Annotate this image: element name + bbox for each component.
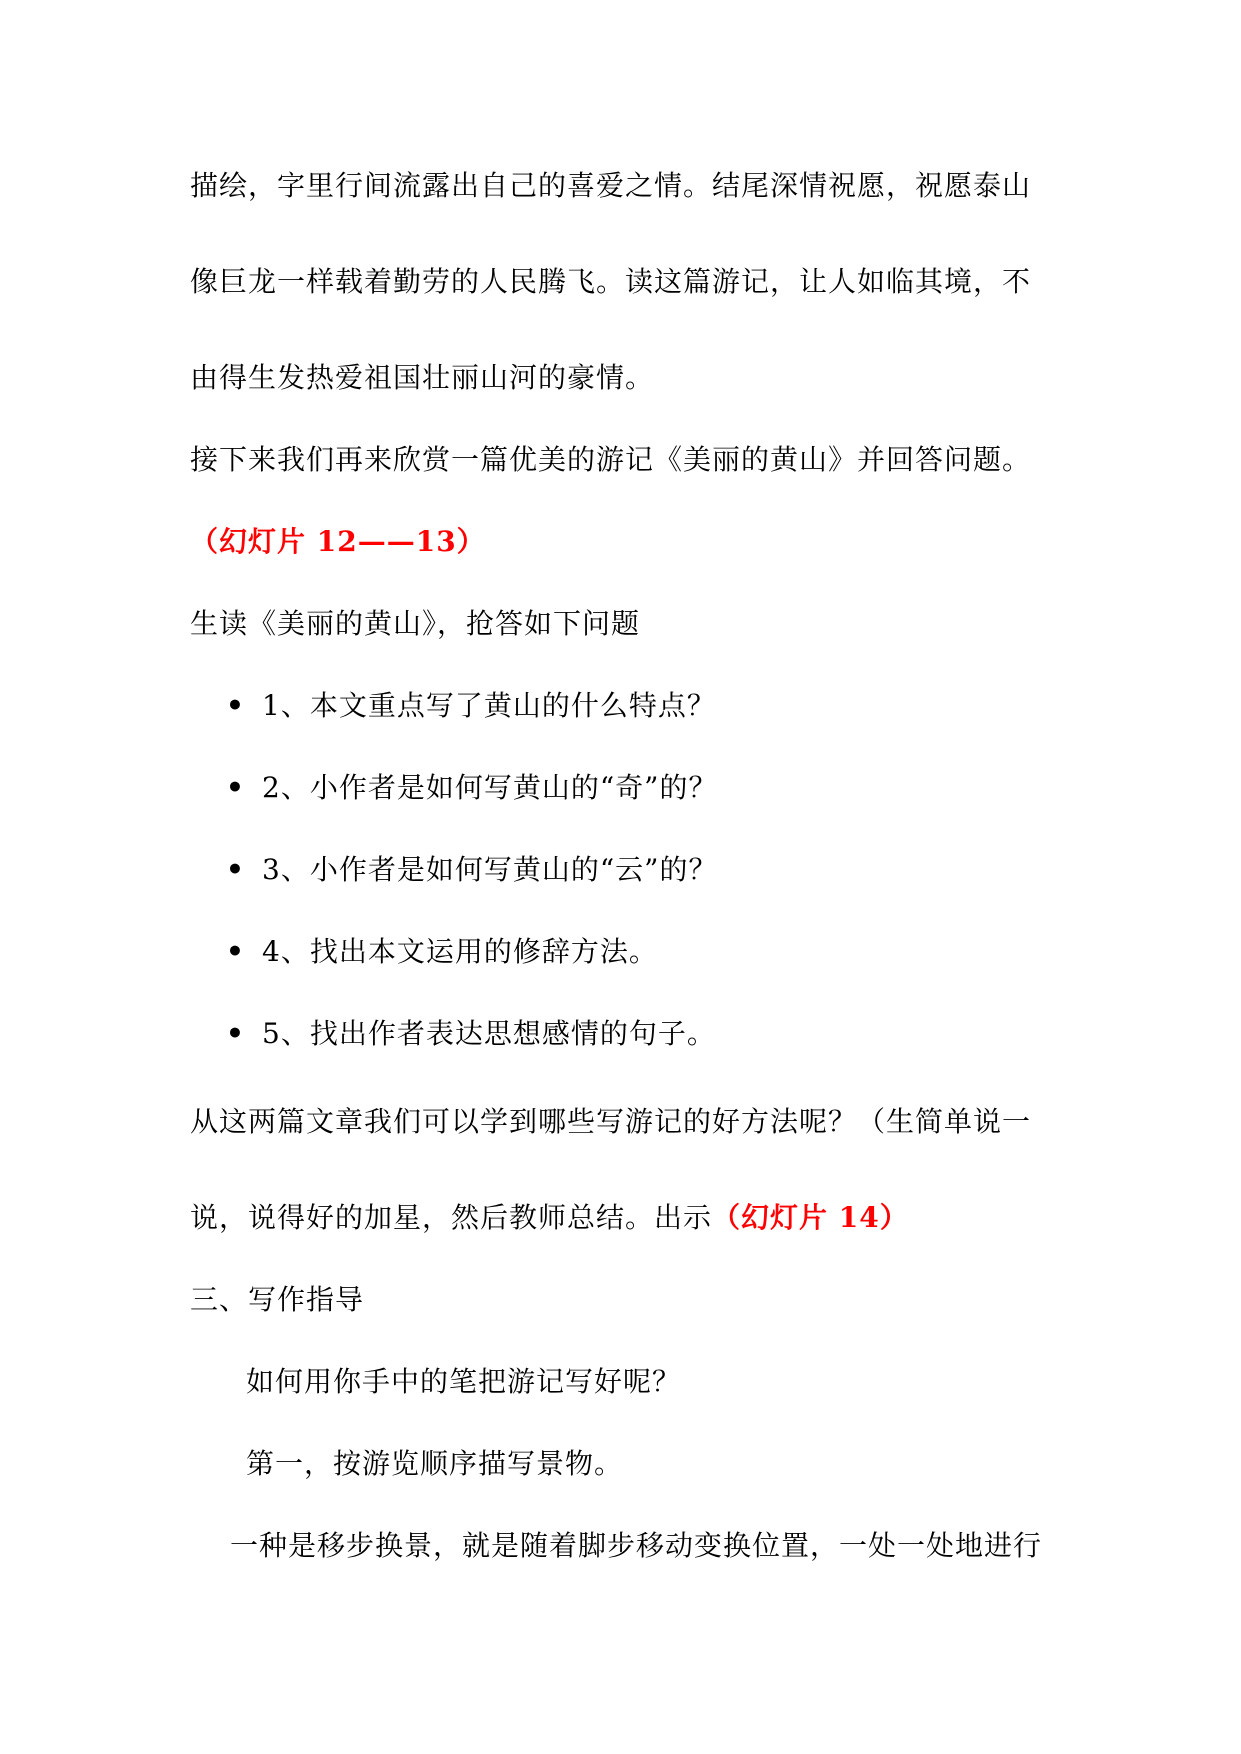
bullet-icon: • <box>226 935 245 968</box>
question-text: 4、找出本文运用的修辞方法。 <box>262 935 658 968</box>
paragraph-line: 由得生发热爱祖国壮丽山河的豪情。 <box>190 361 655 394</box>
list-item <box>226 686 716 726</box>
paragraph-line: 第一，按游览顺序描写景物。 <box>246 1447 624 1480</box>
bullet-icon: • <box>226 853 245 886</box>
question-text: 5、找出作者表达思想感情的句子。 <box>262 1017 716 1050</box>
bullet-icon: • <box>226 1017 245 1050</box>
list-item <box>226 768 717 808</box>
question-text: 2、小作者是如何写黄山的“奇”的？ <box>262 771 718 804</box>
list-item <box>226 1014 716 1054</box>
paragraph-line: 描绘，字里行间流露出自己的喜爱之情。结尾深情祝愿，祝愿泰山 <box>190 169 1032 202</box>
list-item <box>226 932 658 972</box>
question-text: 1、本文重点写了黄山的什么特点？ <box>262 689 716 722</box>
paragraph-text: 说，说得好的加星，然后教师总结。出示 <box>190 1201 713 1234</box>
paragraph-line: 一种是移步换景，就是随着脚步移动变换位置，一处一处地进行 <box>230 1529 1043 1562</box>
paragraph-line <box>190 1198 909 1238</box>
paragraph-line: 像巨龙一样载着勤劳的人民腾飞。读这篇游记，让人如临其境，不 <box>190 265 1032 298</box>
paragraph-line: 生读《美丽的黄山》，抢答如下问题 <box>190 607 641 640</box>
list-item <box>226 850 717 890</box>
bullet-icon: • <box>226 689 245 722</box>
bullet-icon: • <box>226 771 245 804</box>
paragraph-line: 从这两篇文章我们可以学到哪些写游记的好方法呢？（生简单说一 <box>190 1105 1032 1138</box>
paragraph-line: 接下来我们再来欣赏一篇优美的游记《美丽的黄山》并回答问题。 <box>190 443 1032 476</box>
slide-reference: （幻灯片 14） <box>712 1201 909 1234</box>
slide-reference: （幻灯片 12——13） <box>190 525 486 558</box>
paragraph-line: 如何用你手中的笔把游记写好呢？ <box>246 1365 682 1398</box>
question-text: 3、小作者是如何写黄山的“云”的？ <box>262 853 718 886</box>
section-heading: 三、写作指导 <box>190 1283 365 1316</box>
